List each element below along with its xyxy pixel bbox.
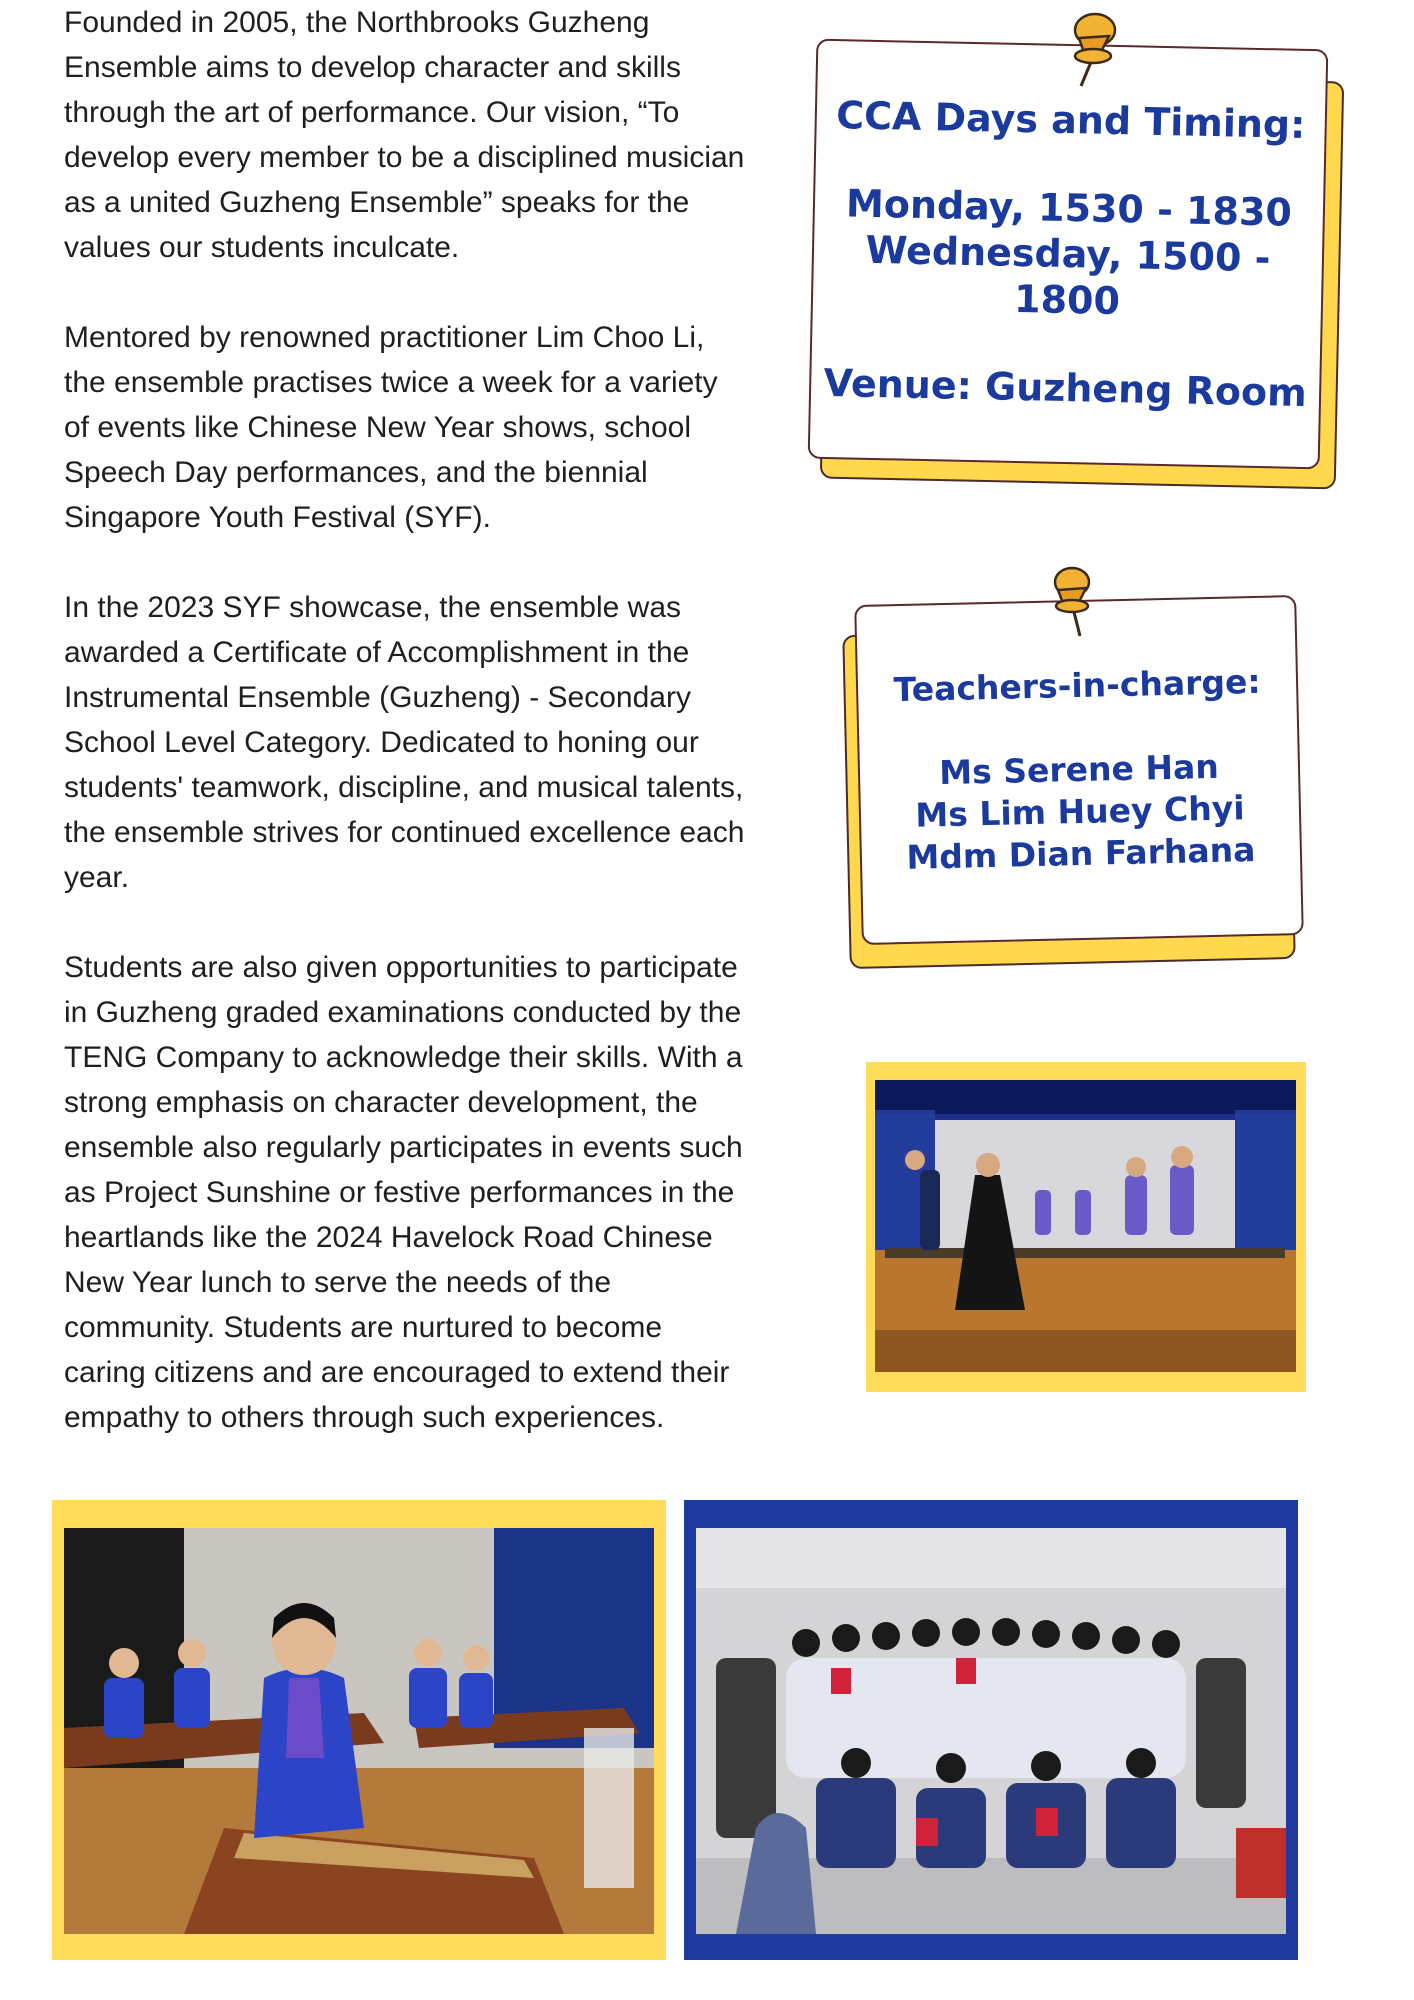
paragraph-community: Students are also given opportunities to participate in Guzheng graded examinations conducted by the TENG Company to acknowledge their skills. With a strong emphasis on character development, the ensemble also regularly participates in events such as Project Sunshine or festive performances in the heartlands like the 2024 Havelock Road Chinese New Year lunch to serve the needs of the community. Students are nurtured to become caring citizens and are encouraged to extend their empathy to others through such experiences. <box>64 951 743 1434</box>
stage-performance-photo <box>875 1080 1296 1372</box>
pushpin-icon <box>1036 562 1106 642</box>
photo-frame-stage <box>866 1062 1306 1392</box>
teacher-name: Mdm Dian Farhana <box>906 830 1256 877</box>
paragraph-mentor: Mentored by renowned practitioner Lim Choo Li, the ensemble practises twice a week for a variety of events like Chinese New Year shows, school Speech Day performances, and the biennial Singapore Youth Festival (SYF). <box>64 321 718 534</box>
paragraph-founding: Founded in 2005, the Northbrooks Guzheng Ensemble aims to develop character and skills through the art of performance. Our vision, “To develop every member to be a disciplined musician as a united Guzheng Ensemble” speaks for the values our students inculcate. <box>64 6 745 264</box>
paragraph-syf-award: In the 2023 SYF showcase, the ensemble was awarded a Certificate of Accomplishment in the Instrumental Ensemble (Guzheng) - Secondary School Level Category. Dedicated to honing our students' teamwork, discipline, and musical talents, the ensemble strives for continued excellence each year. <box>64 591 745 894</box>
pushpin-icon <box>1055 8 1125 88</box>
cca-venue: Venue: Guzheng Room <box>823 360 1308 416</box>
teacher-name: Ms Lim Huey Chyi <box>914 788 1245 835</box>
group-photo <box>696 1528 1286 1934</box>
note-card <box>854 595 1304 945</box>
teachers-note <box>840 560 1310 970</box>
photo-frame-practice <box>52 1500 666 1960</box>
cca-timing-note <box>810 0 1350 490</box>
cca-schedule-wednesday: Wednesday, 1500 - 1800 <box>865 227 1271 324</box>
body-text <box>64 0 794 1485</box>
photo-frame-group <box>684 1500 1298 1960</box>
students-playing-photo <box>64 1528 654 1934</box>
cca-heading: CCA Days and Timing: <box>835 93 1306 147</box>
cca-schedule-monday: Monday, 1530 - 1830 <box>845 181 1293 235</box>
teacher-name: Ms Serene Han <box>938 746 1220 793</box>
teachers-heading: Teachers-in-charge: <box>893 661 1262 710</box>
note-card <box>808 39 1329 470</box>
